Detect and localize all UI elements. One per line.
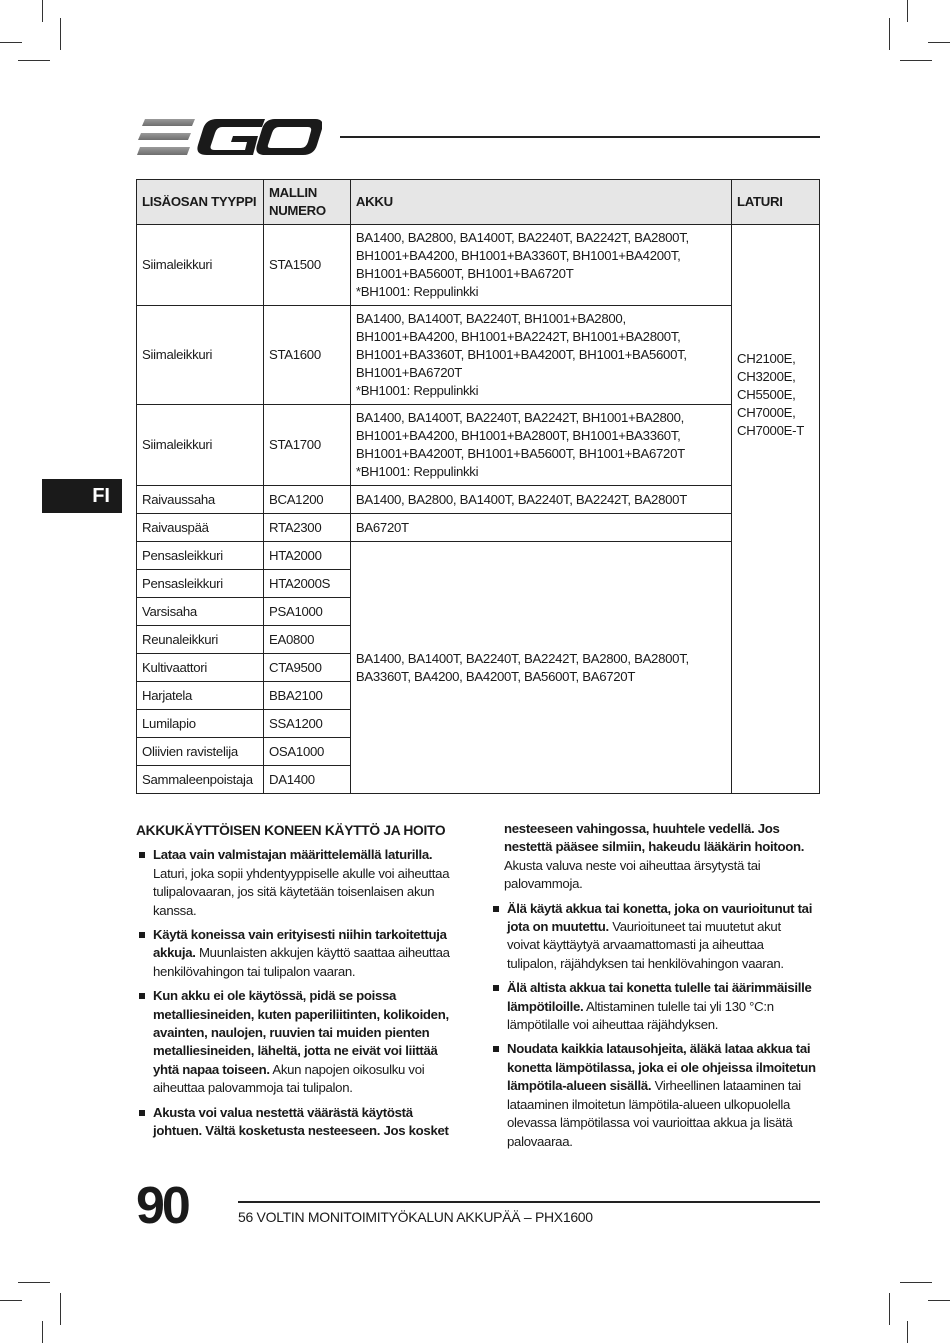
list-item xyxy=(136,1104,462,1141)
list-item xyxy=(136,846,462,920)
table-row xyxy=(137,514,820,542)
bullet-bold: Lataa vain valmistajan määrittelemällä laturilla. xyxy=(153,847,433,863)
cell-battery-shared: BA1400, BA1400T, BA2240T, BA2242T, BA2800, BA2800T, BA3360T, BA4200, BA4200T, BA5600T, BA6720T xyxy=(350,542,731,794)
bullet-text: Vaurioituneet tai muutetut akut voivat käyttäytyä arvaamattomasti ja aiheuttaa tulipalon, räjähdyksen tai henkilövahingon vaaran. xyxy=(507,919,784,971)
cell-charger: CH2100E, CH3200E, CH5500E, CH7000E, CH7000E-T xyxy=(732,225,820,794)
list-item xyxy=(490,900,816,974)
cell-type: Pensasleikkuri xyxy=(137,542,264,570)
crop-mark xyxy=(889,1293,890,1325)
cell-model: RTA2300 xyxy=(263,514,350,542)
crop-mark xyxy=(0,42,22,43)
cell-model: BBA2100 xyxy=(263,682,350,710)
safety-column-left xyxy=(136,820,462,1147)
crop-mark xyxy=(900,1282,932,1283)
cell-model: PSA1000 xyxy=(263,598,350,626)
cell-type: Raivaussaha xyxy=(137,486,264,514)
bullet-icon xyxy=(493,1046,499,1052)
crop-mark xyxy=(18,1282,50,1283)
crop-mark xyxy=(42,0,43,22)
bullet-icon xyxy=(493,906,499,912)
list-item-continuation xyxy=(490,820,816,894)
cell-type: Siimaleikkuri xyxy=(137,225,264,306)
cell-model: DA1400 xyxy=(263,766,350,794)
cell-type: Varsisaha xyxy=(137,598,264,626)
bullet-text: Akun napojen oikosulku voi aiheuttaa palovammoja tai tulipalon. xyxy=(153,1061,425,1096)
crop-mark xyxy=(928,1300,950,1301)
bullet-bold: nesteeseen vahingossa, huuhtele vedellä. Jos nestettä pääsee silmiin, hakeudu lääkärin hoitoon. xyxy=(504,821,805,855)
ego-logo xyxy=(137,115,322,159)
bullet-text: Virheellinen lataaminen tai lataaminen ilmoitetun lämpötila-alueen ulkopuolella olevassa lämpötilassa voi vaurioittaa akkua ja lisätä palovaaraa. xyxy=(507,1078,801,1149)
bullet-bold: Kun akku ei ole käytössä, pidä se poissa metalliesineiden, kuten paperiliitinten, kolikoiden, avainten, naulojen, ruuvien tai muiden pienten metalliesineiden, läheltä, jotta ne eivät voi liittää yhtä napaa toiseen. xyxy=(153,988,449,1077)
cell-type: Harjatela xyxy=(137,682,264,710)
bullet-text: Altistaminen tulelle tai yli 130 °C:n lämpötilalle voi aiheuttaa räjähdyksen. xyxy=(507,998,774,1033)
cell-model: HTA2000 xyxy=(263,542,350,570)
bullet-icon xyxy=(139,1110,145,1116)
cell-type: Sammaleenpoistaja xyxy=(137,766,264,794)
bullet-bold: Käytä koneissa vain erityisesti niihin tarkoitettuja akkuja. xyxy=(153,927,447,961)
header-battery: AKKU xyxy=(350,180,731,225)
crop-mark xyxy=(60,1293,61,1325)
bullet-icon xyxy=(139,932,145,938)
cell-type: Lumilapio xyxy=(137,710,264,738)
list-item xyxy=(136,987,462,1097)
cell-model: STA1700 xyxy=(263,405,350,486)
bullet-icon xyxy=(139,993,145,999)
bullet-bold: Akusta voi valua nestettä väärästä käytöstä johtuen. Vältä kosketusta nesteeseen. Jos kosket xyxy=(153,1104,449,1139)
cell-model: STA1500 xyxy=(263,225,350,306)
footer-rule xyxy=(238,1201,820,1203)
cell-type: Siimaleikkuri xyxy=(137,405,264,486)
cell-model: EA0800 xyxy=(263,626,350,654)
cell-model: HTA2000S xyxy=(263,570,350,598)
header-model-number: MALLIN NUMERO xyxy=(263,180,350,225)
bullet-text: Muunlaisten akkujen käyttö saattaa aiheuttaa henkilövahingon tai tulipalon vaaran. xyxy=(153,945,450,979)
cell-model: STA1600 xyxy=(263,306,350,405)
list-item xyxy=(136,926,462,981)
list-item xyxy=(490,1040,816,1150)
bullet-bold: Älä käytä akkua tai konetta, joka on vaurioitunut tai jota on muutettu. xyxy=(507,900,813,935)
table-row xyxy=(137,306,820,405)
bullet-text: Laturi, joka sopii yhdentyyppiselle akulle voi aiheuttaa tulipalovaaran, jos sitä käytetään toisenlaisen akun kanssa. xyxy=(153,865,450,918)
cell-type: Raivauspää xyxy=(137,514,264,542)
cell-type: Oliivien ravistelija xyxy=(137,738,264,766)
cell-battery: BA1400, BA1400T, BA2240T, BA2242T, BH1001+BA2800, BH1001+BA4200, BH1001+BA2800T, BH1001+BA3360T, BH1001+BA4200T, BH1001+BA5600T, BH1001+BA6720T *BH1001: Reppulinkki xyxy=(350,405,731,486)
bullet-text: Akusta valuva neste voi aiheuttaa ärsytystä tai palovammoja. xyxy=(504,857,761,892)
bullet-icon xyxy=(139,852,145,858)
table-row xyxy=(137,486,820,514)
cell-model: SSA1200 xyxy=(263,710,350,738)
bullet-bold: Älä altista akkua tai konetta tulelle tai äärimmäisille lämpötiloille. xyxy=(507,980,812,1014)
list-item xyxy=(490,979,816,1034)
cell-type: Pensasleikkuri xyxy=(137,570,264,598)
crop-mark xyxy=(60,18,61,50)
bullet-bold: Noudata kaikkia latausohjeita, äläkä lataa akkua tai konetta lämpötilassa, joka ei ole ohjeissa ilmoitetun lämpötila-alueen sisällä. xyxy=(507,1041,816,1094)
cell-type: Reunaleikkuri xyxy=(137,626,264,654)
cell-battery: BA6720T xyxy=(350,514,731,542)
crop-mark xyxy=(900,60,932,61)
header-charger: LATURI xyxy=(732,180,820,225)
compatibility-table xyxy=(136,179,820,794)
bullet-icon xyxy=(493,985,499,991)
cell-type: Kultivaattori xyxy=(137,654,264,682)
footer-title: 56 VOLTIN MONITOIMITYÖKALUN AKKUPÄÄ – PHX1600 xyxy=(238,1209,593,1225)
crop-mark xyxy=(0,1300,22,1301)
page-number: 90 xyxy=(136,1177,188,1235)
cell-battery: BA1400, BA1400T, BA2240T, BH1001+BA2800, BH1001+BA4200, BH1001+BA2242T, BH1001+BA2800T, BH1001+BA3360T, BH1001+BA4200T, BH1001+BA5600T, BH1001+BA6720T *BH1001: Reppulinkki xyxy=(350,306,731,405)
safety-column-right xyxy=(490,820,816,1157)
header-accessory-type: LISÄOSAN TYYPPI xyxy=(137,180,264,225)
cell-battery: BA1400, BA2800, BA1400T, BA2240T, BA2242T, BA2800T, BH1001+BA4200, BH1001+BA3360T, BH1001+BA4200T, BH1001+BA5600T, BH1001+BA6720T *BH1001: Reppulinkki xyxy=(350,225,731,306)
cell-battery: BA1400, BA2800, BA1400T, BA2240T, BA2242T, BA2800T xyxy=(350,486,731,514)
crop-mark xyxy=(907,0,908,22)
cell-model: BCA1200 xyxy=(263,486,350,514)
crop-mark xyxy=(907,1321,908,1343)
table-row xyxy=(137,225,820,306)
table-row xyxy=(137,542,820,570)
cell-model: CTA9500 xyxy=(263,654,350,682)
crop-mark xyxy=(18,60,50,61)
cell-model: OSA1000 xyxy=(263,738,350,766)
section-title: AKKUKÄYTTÖISEN KONEEN KÄYTTÖ JA HOITO xyxy=(136,823,446,838)
table-row xyxy=(137,405,820,486)
header-rule xyxy=(340,136,820,138)
crop-mark xyxy=(42,1321,43,1343)
crop-mark xyxy=(928,42,950,43)
cell-type: Siimaleikkuri xyxy=(137,306,264,405)
crop-mark xyxy=(889,18,890,50)
language-tab: FI xyxy=(42,479,122,513)
